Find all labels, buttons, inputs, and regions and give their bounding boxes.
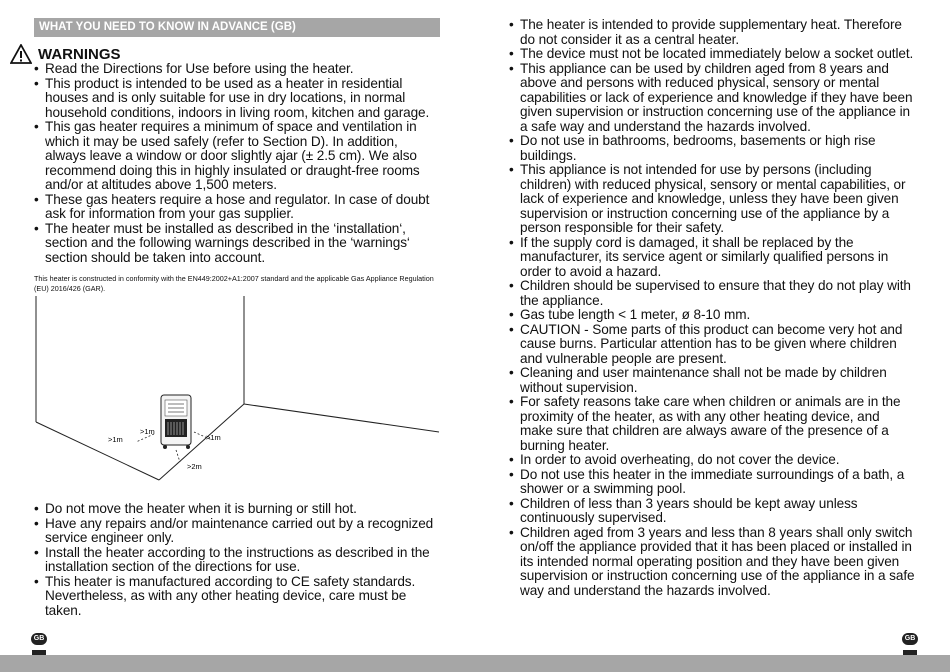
list-item: • Children aged from 3 years and less than 8 years shall only switch on/off the appliance provided that it has been placed or installed in its intended normal operating position and they have been given supervision or instruction concerning use of the appliance in a safe way and understand the hazards involved. <box>509 526 915 599</box>
list-item: • CAUTION - Some parts of this product can become very hot and cause burns. Particular attention has to be given where children and vulnerable people are present. <box>509 323 915 367</box>
right-page <box>475 0 950 672</box>
list-item: • Do not move the heater when it is burning or still hot. <box>34 502 440 517</box>
list-item: • In order to avoid overheating, do not cover the device. <box>509 453 915 468</box>
list-item: • Do not use this heater in the immediate surroundings of a bath, a shower or a swimming pool. <box>509 468 915 497</box>
list-item: • This gas heater requires a minimum of space and ventilation in which it may be used safely (refer to Section D). In addition, always leave a window or door slightly ajar (± 2.5 cm). We also recommend doing this in highly insulated or draught-free rooms and/or at altitudes above 1,500 meters. <box>34 120 440 193</box>
clearance-front-label: >2m <box>187 462 202 471</box>
list-item: • Have any repairs and/or maintenance carried out by a recognized service engineer only. <box>34 517 440 546</box>
section-banner: WHAT YOU NEED TO KNOW IN ADVANCE (GB) <box>34 18 440 37</box>
language-badge: GB <box>902 633 918 645</box>
warnings-list <box>34 62 440 265</box>
footer-bar <box>0 655 950 672</box>
list-item: • Gas tube length < 1 meter, ø 8-10 mm. <box>509 308 915 323</box>
clearance-left-label: >1m <box>108 435 123 444</box>
bottom-list <box>34 502 440 618</box>
list-item: • The device must not be located immediately below a socket outlet. <box>509 47 915 62</box>
clearance-right-label: >1m <box>206 433 221 442</box>
list-item: • The heater is intended to provide supplementary heat. Therefore do not consider it as a central heater. <box>509 18 915 47</box>
list-item: • If the supply cord is damaged, it shall be replaced by the manufacturer, its service agent or similarly qualified persons in order to avoid a hazard. <box>509 236 915 280</box>
list-item: • This appliance is not intended for use by persons (including children) with reduced physical, sensory or mental capabilities, or lack of experience and knowledge, unless they have been given supervision or instruction concerning use of the appliance by a person responsible for their safety. <box>509 163 915 236</box>
list-item: • Children of less than 3 years should be kept away unless continuously supervised. <box>509 497 915 526</box>
clearance-diagram <box>34 292 444 492</box>
language-badge: GB <box>31 633 47 645</box>
list-item: • These gas heaters require a hose and regulator. In case of doubt ask for information from your gas supplier. <box>34 193 440 222</box>
list-item: • Do not use in bathrooms, bedrooms, basements or high rise buildings. <box>509 134 915 163</box>
warning-triangle-icon <box>10 44 32 64</box>
clearance-top-label: >1m <box>140 427 155 436</box>
right-bullet-list <box>509 18 915 598</box>
list-item: • Children should be supervised to ensure that they do not play with the appliance. <box>509 279 915 308</box>
list-item: • The heater must be installed as described in the ‘installation‘, section and the following warnings described in the ‘warnings‘ section should be taken into account. <box>34 222 440 266</box>
list-item: • This appliance can be used by children aged from 8 years and above and persons with reduced physical, sensory or mental capabilities or lack of experience and knowledge if they have been given supervision or instruction concerning use of the appliance in a safe way and understand the hazards involved. <box>509 62 915 135</box>
conformity-note: This heater is constructed in conformity with the EN449:2002+A1:2007 standard and the applicable Gas Appliance Regulation (EU) 2016/426 (GAR). <box>34 274 434 293</box>
list-item: • Read the Directions for Use before using the heater. <box>34 62 440 77</box>
list-item: • Install the heater according to the instructions as described in the installation section of the directions for use. <box>34 546 440 575</box>
list-item: • Cleaning and user maintenance shall not be made by children without supervision. <box>509 366 915 395</box>
list-item: • This heater is manufactured according to CE safety standards. Nevertheless, as with any other heating device, care must be taken. <box>34 575 440 619</box>
heater-icon <box>161 395 191 449</box>
list-item: • This product is intended to be used as a heater in residential houses and is only suitable for use in dry locations, in normal household conditions, indoors in living room, kitchen and garage. <box>34 77 440 121</box>
warnings-title: WARNINGS <box>38 45 121 63</box>
list-item: • For safety reasons take care when children or animals are in the proximity of the heater, as with any other heating device, and make sure that children are always aware of the presence of a burning heater. <box>509 395 915 453</box>
